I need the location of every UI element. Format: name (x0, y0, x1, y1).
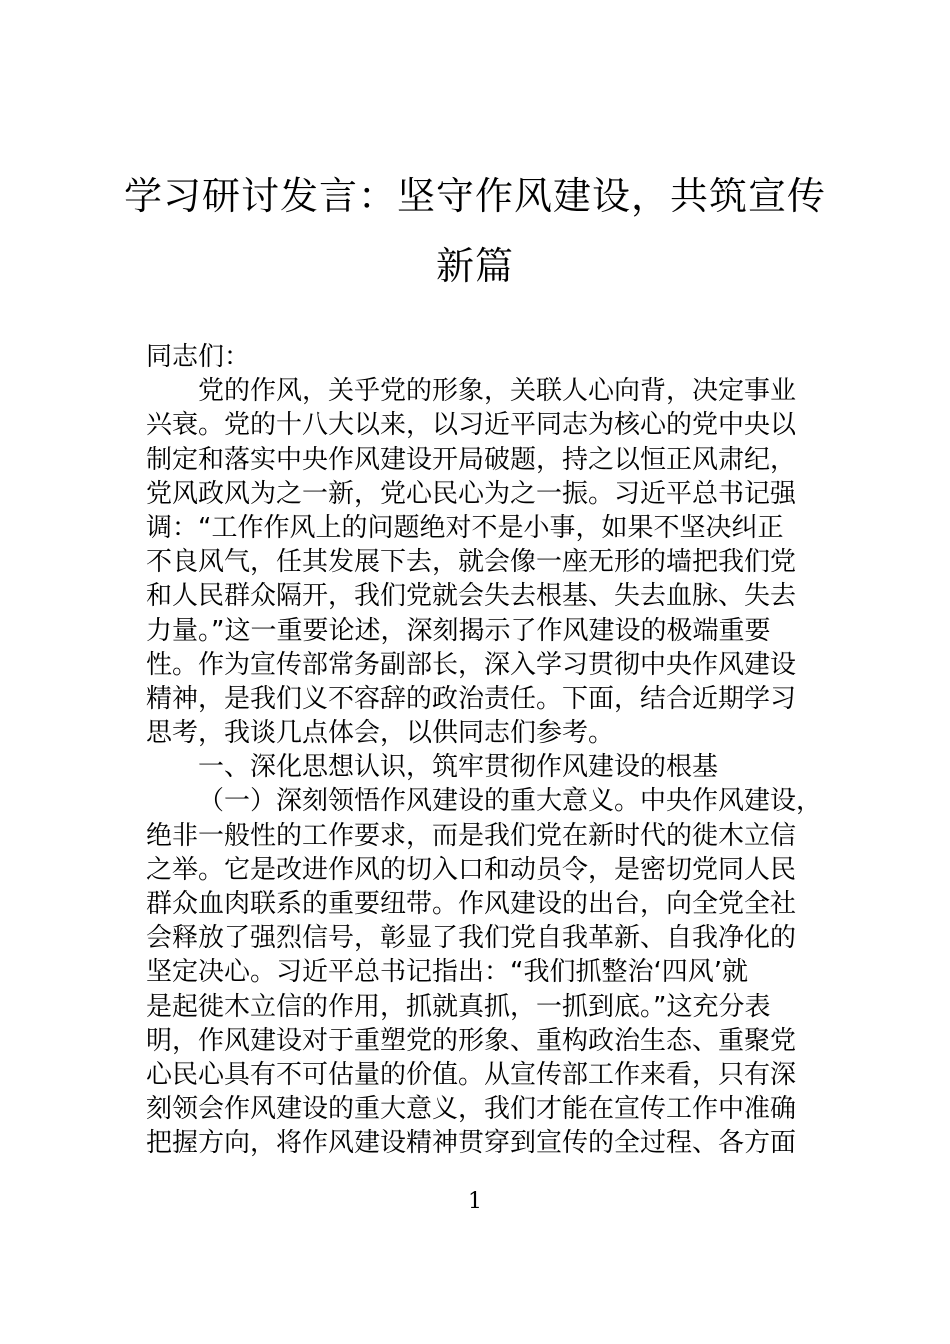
paragraph-line: 把握方向，将作风建设精神贯穿到宣传的全过程、各方面 (146, 1128, 797, 1159)
paragraph-line: 群众血肉联系的重要纽带。作风建设的出台，向全党全社 (146, 889, 797, 919)
paragraph-line: 之举。它是改进作风的切入口和动员令，是密切党同人民 (146, 854, 797, 885)
paragraph-line: 兴衰。党的十八大以来，以习近平同志为核心的党中央以 (146, 410, 797, 441)
paragraph-line: 绝非一般性的工作要求，而是我们党在新时代的徙木立信 (146, 820, 797, 851)
paragraph-line: 制定和落实中央作风建设开局破题，持之以恒正风肃纪， (146, 444, 797, 475)
document-title-line-1: 学习研讨发言：坚守作风建设，共筑宣传 (123, 174, 826, 218)
document-title-line-2: 新篇 (435, 244, 514, 288)
paragraph-line: 明，作风建设对于重塑党的形象、重构政治生态、重聚党 (146, 1025, 797, 1056)
paragraph-line: 性。作为宣传部常务副部长，深入学习贯彻中央作风建设 (146, 649, 797, 680)
paragraph-line: 刻领会作风建设的重大意义，我们才能在宣传工作中准确 (146, 1094, 797, 1125)
paragraph-line: 力量。”这一重要论述，深刻揭示了作风建设的极端重要 (146, 615, 771, 646)
paragraph-line: 精神，是我们义不容辞的政治责任。下面，结合近期学习 (146, 683, 797, 714)
section-heading: 一、深化思想认识，筑牢贯彻作风建设的根基 (198, 752, 719, 783)
paragraph-line: 不良风气，任其发展下去，就会像一座无形的墙把我们党 (146, 547, 797, 578)
page-number: 1 (468, 1189, 482, 1214)
document-body (146, 340, 836, 1161)
paragraph-line: 坚定决心。习近平总书记指出：“我们抓整治‘四风’就 (146, 957, 748, 988)
paragraph-line: 会释放了强烈信号，彰显了我们党自我革新、自我净化的 (146, 923, 797, 954)
paragraph-line: 和人民群众隔开，我们党就会失去根基、失去血脉、失去 (146, 581, 797, 612)
paragraph-line: 调：“工作作风上的问题绝对不是小事，如果不坚决纠正 (146, 512, 784, 543)
paragraph-line: 是起徙木立信的作用，抓就真抓，一抓到底。”这充分表 (146, 991, 771, 1022)
paragraph-line: 心民心具有不可估量的价值。从宣传部工作来看，只有深 (146, 1059, 797, 1090)
paragraph-line: （一）深刻领悟作风建设的重大意义。中央作风建设， (198, 786, 823, 817)
paragraph-line: 党风政风为之一新，党心民心为之一振。习近平总书记强 (146, 478, 797, 509)
paragraph-line: 党的作风，关乎党的形象，关联人心向背，决定事业 (198, 376, 797, 407)
salutation: 同志们： (146, 342, 251, 372)
paragraph-line: 思考，我谈几点体会，以供同志们参考。 (146, 718, 615, 749)
